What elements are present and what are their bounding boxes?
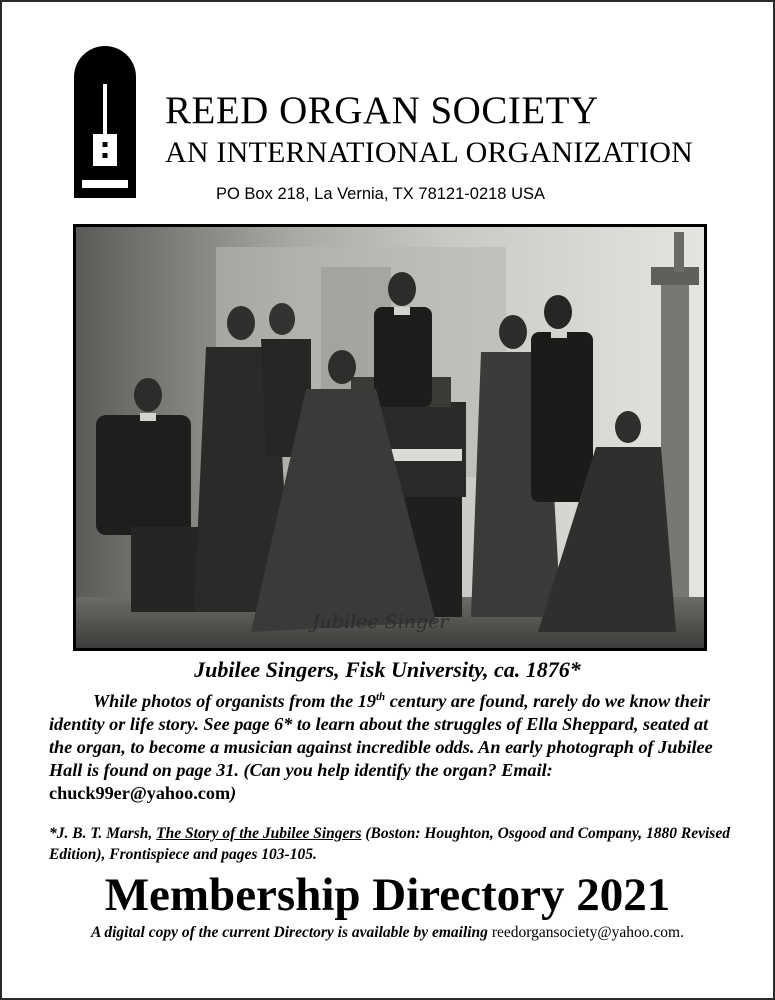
society-email-link[interactable]: reedorgansociety@yahoo.com. [491,924,684,941]
photo-caption: Jubilee Singers, Fisk University, ca. 1876* [194,657,581,682]
society-subtitle: AN INTERNATIONAL ORGANIZATION [165,136,693,169]
society-logo-icon [74,46,136,198]
body-text-part1: While photos of organists from the 19 [93,691,376,711]
body-text-part3: ) [230,783,237,803]
directory-title: Membership Directory 2021 [104,869,671,921]
body-paragraph [49,690,719,805]
photo-signature: Jubilee Singer [312,611,449,633]
footnote-prefix: *J. B. T. Marsh, [49,825,157,842]
footnote-suffix: (Boston: Houghton, Osgood and Company, 1880 Revised Edition), Frontispiece and pages 103-105. [49,825,730,863]
contact-email-link[interactable]: chuck99er@yahoo.com [49,783,231,803]
jubilee-singers-photo [73,224,707,651]
body-text-part2: century are found, rarely do we know their identity or life story. See page 6* to learn about the struggles of Ella Sheppard, seated at the organ, to become a musician against incredible odds. An early photograph of Jubilee Hall is found on page 31. (Can you help identify the organ? Email: [49,691,713,780]
ordinal-superscript: th [375,690,386,703]
digital-note-text: A digital copy of the current Directory is available by emailing [90,924,488,941]
society-title: REED ORGAN SOCIETY [165,89,599,132]
footnote [49,823,749,865]
postal-address: PO Box 218, La Vernia, TX 78121-0218 USA [216,185,545,203]
footnote-book-title: The Story of the Jubilee Singers [156,825,362,842]
digital-copy-note [2,924,773,942]
